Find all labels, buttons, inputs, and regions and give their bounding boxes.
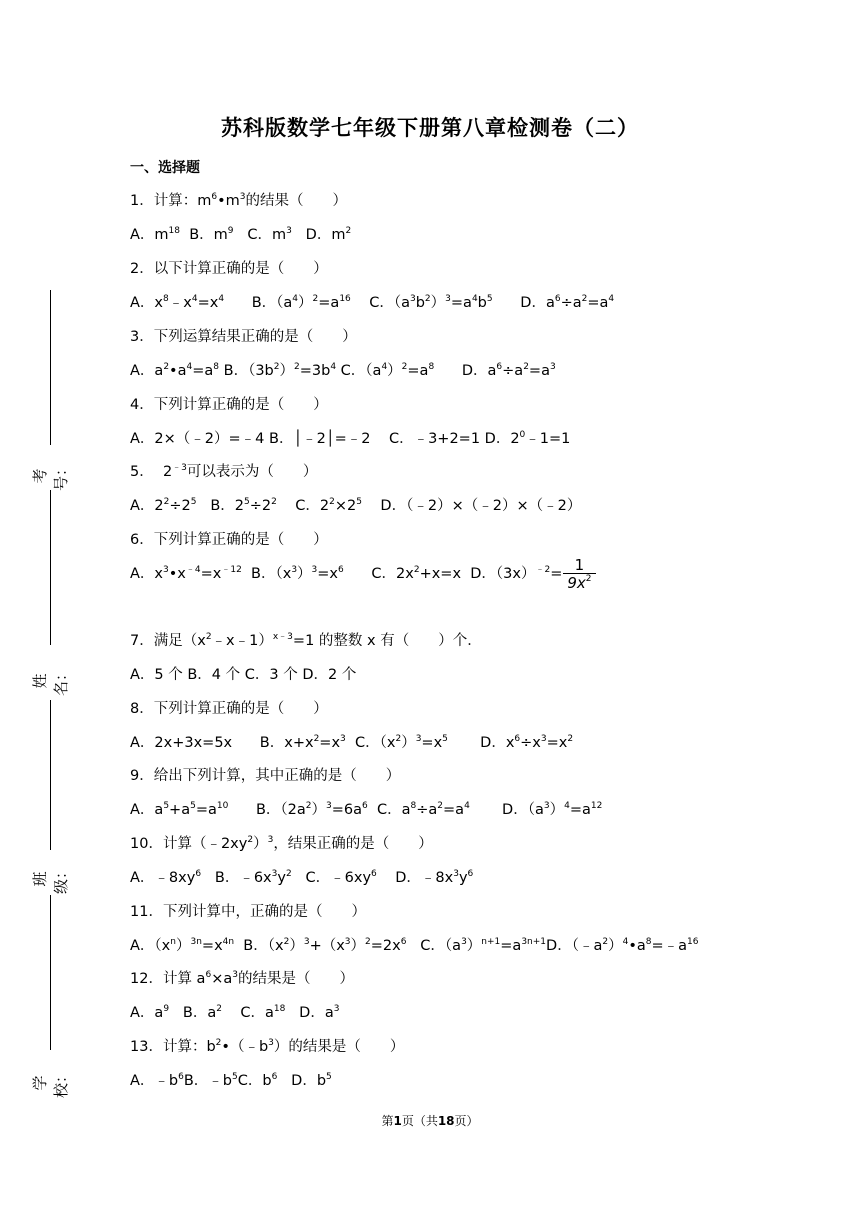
superscript: 9 bbox=[227, 226, 234, 236]
margin-label-name: 姓名： bbox=[31, 666, 70, 697]
superscript: 2 bbox=[567, 734, 574, 744]
text-run: •a bbox=[628, 938, 646, 954]
superscript: 4 bbox=[381, 362, 388, 372]
superscript: 2 bbox=[247, 835, 254, 845]
superscript: 5 bbox=[356, 497, 362, 507]
text-run: ） bbox=[175, 938, 191, 954]
text-run: A．a bbox=[130, 363, 164, 379]
question-line bbox=[130, 531, 328, 549]
question-line bbox=[130, 1038, 404, 1056]
text-run: b bbox=[415, 295, 425, 311]
text-run: A．x bbox=[130, 566, 164, 582]
superscript: 8 bbox=[410, 801, 417, 811]
text-run: =a bbox=[450, 295, 472, 311]
superscript: 3 bbox=[409, 294, 416, 304]
text-run: C．2 bbox=[276, 498, 330, 514]
text-run: D．（﹣a bbox=[546, 938, 603, 954]
margin-label-exam-number: 考号： bbox=[31, 461, 70, 492]
superscript: 18 bbox=[273, 1004, 286, 1014]
text-run: 2．以下计算正确的是（ ） bbox=[130, 261, 328, 277]
footer-page-number: 1 bbox=[393, 1114, 402, 1128]
text-run: =x bbox=[201, 938, 223, 954]
text-run: B．（x bbox=[241, 566, 292, 582]
superscript: 6 bbox=[211, 192, 218, 202]
question-line bbox=[130, 903, 366, 921]
text-run: C．b bbox=[237, 1073, 272, 1089]
superscript: 2 bbox=[283, 937, 290, 947]
text-run: = bbox=[550, 566, 563, 582]
text-run: =3b bbox=[299, 363, 331, 379]
superscript: 3 bbox=[271, 869, 278, 879]
text-run: ） bbox=[549, 802, 565, 818]
text-run: •a bbox=[169, 363, 187, 379]
text-run: ） bbox=[253, 836, 268, 852]
superscript: ﹣3 bbox=[172, 463, 187, 473]
superscript: 8 bbox=[428, 362, 435, 372]
superscript: 4 bbox=[608, 294, 615, 304]
text-run: A．x bbox=[130, 295, 164, 311]
text-run: 10．计算（﹣2xy bbox=[130, 836, 248, 852]
question-line bbox=[130, 767, 400, 785]
text-run: 7．满足（x bbox=[130, 633, 206, 649]
question-line bbox=[130, 632, 482, 650]
footer-mid: 页（共 bbox=[401, 1114, 438, 1128]
superscript: 4 bbox=[464, 801, 470, 811]
text-run: •x bbox=[168, 566, 186, 582]
text-run: =2x bbox=[370, 938, 401, 954]
denominator-exponent: 2 bbox=[585, 573, 592, 584]
text-run: A．a bbox=[130, 1005, 164, 1021]
text-run: ） bbox=[466, 938, 482, 954]
denominator-base: 9x bbox=[567, 573, 586, 592]
superscript: 3 bbox=[549, 362, 556, 372]
superscript: 5 bbox=[232, 1072, 238, 1082]
text-run: =x bbox=[319, 735, 341, 751]
text-run: A．（x bbox=[130, 938, 171, 954]
text-run: D．a bbox=[285, 1005, 334, 1021]
section-heading: 一、选择题 bbox=[130, 160, 200, 176]
superscript: 12 bbox=[590, 801, 603, 811]
superscript: 3 bbox=[268, 1038, 274, 1048]
margin-rule bbox=[50, 895, 51, 1050]
text-run: A．a bbox=[130, 802, 164, 818]
fraction-numerator: 1 bbox=[574, 555, 585, 574]
text-run: B．2 bbox=[196, 498, 245, 514]
text-run: D．（a bbox=[469, 802, 544, 818]
superscript: 3 bbox=[326, 801, 332, 811]
text-run: C．（a bbox=[336, 363, 382, 379]
text-run: b bbox=[477, 295, 487, 311]
superscript: 6 bbox=[362, 801, 368, 811]
text-run: D．b bbox=[277, 1073, 327, 1089]
text-run: ÷a bbox=[416, 802, 438, 818]
superscript: 8 bbox=[645, 937, 652, 947]
superscript: 16 bbox=[339, 294, 351, 304]
superscript: 3 bbox=[415, 734, 422, 744]
superscript: 3 bbox=[543, 801, 550, 811]
superscript: 0 bbox=[519, 430, 526, 440]
text-run: 1．计算：m bbox=[130, 193, 212, 209]
superscript: 9 bbox=[163, 1004, 170, 1014]
margin-label-class: 班级： bbox=[31, 864, 70, 895]
superscript: 3 bbox=[461, 937, 467, 947]
text-run: ） bbox=[401, 735, 416, 751]
superscript: 8 bbox=[213, 362, 220, 372]
superscript: n bbox=[170, 937, 176, 947]
question-line bbox=[130, 396, 328, 414]
text-run: A．﹣8xy bbox=[130, 870, 196, 886]
superscript: 4 bbox=[471, 294, 478, 304]
text-run: =a bbox=[443, 802, 465, 818]
text-run: 的结果是（ ） bbox=[237, 971, 354, 987]
text-run: •（﹣b bbox=[221, 1039, 269, 1055]
superscript: 2 bbox=[285, 869, 292, 879]
superscript: 2 bbox=[271, 497, 277, 507]
superscript: 2 bbox=[345, 226, 352, 236]
text-run: ） bbox=[279, 363, 294, 379]
text-run: D．x bbox=[447, 735, 515, 751]
superscript: 2 bbox=[395, 734, 402, 744]
superscript: 4 bbox=[186, 362, 193, 372]
text-run: A．5 个 B．4 个 C．3 个 D．2 个 bbox=[130, 667, 357, 683]
text-run: ） bbox=[298, 295, 313, 311]
superscript: 6 bbox=[338, 565, 344, 575]
superscript: 2 bbox=[163, 497, 170, 507]
question-line bbox=[130, 497, 581, 515]
text-run: C．（x bbox=[345, 735, 396, 751]
margin-rule bbox=[50, 290, 51, 445]
question-line bbox=[130, 226, 351, 244]
superscript: 2 bbox=[205, 632, 212, 642]
text-run: =a bbox=[318, 295, 340, 311]
question-line bbox=[130, 1072, 332, 1090]
superscript: 2 bbox=[413, 565, 420, 575]
question-line bbox=[130, 970, 354, 988]
superscript: 4 bbox=[564, 801, 570, 811]
superscript: 2 bbox=[329, 497, 335, 507]
text-run: ）的结果是（ ） bbox=[273, 1039, 405, 1055]
text-run: ﹣1=1 bbox=[525, 431, 571, 447]
text-run: A．2x+3x=5x B．x+x bbox=[130, 735, 314, 751]
superscript: 10 bbox=[216, 801, 229, 811]
superscript: 2 bbox=[401, 362, 408, 372]
text-run: =x bbox=[317, 566, 339, 582]
question-line bbox=[130, 1004, 339, 1022]
text-run: =x bbox=[197, 295, 219, 311]
superscript: 4 bbox=[330, 362, 337, 372]
text-run: ） bbox=[311, 802, 327, 818]
question-line bbox=[130, 700, 328, 718]
text-run: D．a bbox=[434, 363, 497, 379]
text-run: ） bbox=[289, 938, 304, 954]
superscript: 2 bbox=[294, 362, 300, 372]
text-run: =a bbox=[569, 802, 591, 818]
text-run: 的结果（ ） bbox=[245, 193, 348, 209]
text-run: •m bbox=[217, 193, 240, 209]
text-run: D．﹣8x bbox=[376, 870, 454, 886]
superscript: 18 bbox=[168, 226, 180, 236]
superscript: 5 bbox=[244, 497, 250, 507]
superscript: 6 bbox=[554, 294, 561, 304]
superscript: 3n bbox=[190, 937, 202, 947]
superscript: 2 bbox=[602, 937, 609, 947]
superscript: 6 bbox=[514, 734, 521, 744]
superscript: 6 bbox=[400, 937, 407, 947]
text-run: ） bbox=[387, 363, 402, 379]
text-run: B．﹣b bbox=[183, 1073, 233, 1089]
superscript: 3 bbox=[303, 937, 310, 947]
text-run: =﹣a bbox=[651, 938, 688, 954]
superscript: 16 bbox=[687, 937, 699, 947]
superscript: 2 bbox=[581, 294, 588, 304]
text-run: D．a bbox=[492, 295, 555, 311]
text-run: 8．下列计算正确的是（ ） bbox=[130, 701, 328, 717]
text-run: ） bbox=[350, 938, 366, 954]
superscript: 5 bbox=[486, 294, 493, 304]
superscript: n+1 bbox=[481, 937, 501, 947]
superscript: 3 bbox=[445, 294, 451, 304]
text-run: ﹣x﹣1） bbox=[211, 633, 273, 649]
question-line bbox=[130, 734, 573, 752]
superscript: 2 bbox=[437, 801, 444, 811]
superscript: 3n+1 bbox=[521, 937, 547, 947]
text-run: =6a bbox=[331, 802, 363, 818]
superscript: 5 bbox=[190, 497, 197, 507]
page-title: 苏科版数学七年级下册第八章检测卷（二） bbox=[221, 116, 639, 140]
text-run: =a bbox=[192, 363, 214, 379]
fraction bbox=[563, 557, 595, 592]
question-line bbox=[130, 260, 328, 278]
superscript: 3 bbox=[286, 226, 292, 236]
superscript: 6 bbox=[195, 869, 202, 879]
superscript: 5 bbox=[442, 734, 448, 744]
superscript: 3 bbox=[232, 970, 238, 980]
superscript: 6 bbox=[271, 1072, 278, 1082]
text-run: B．（x bbox=[234, 938, 284, 954]
text-run: ） bbox=[297, 566, 312, 582]
superscript: ﹣2 bbox=[535, 565, 551, 575]
text-run: B．﹣6x bbox=[201, 870, 272, 886]
text-run: B．（3b bbox=[219, 363, 274, 379]
question-line bbox=[130, 294, 614, 312]
superscript: 2 bbox=[365, 937, 371, 947]
question-line bbox=[130, 192, 347, 210]
question-line bbox=[130, 430, 570, 448]
question-line bbox=[130, 362, 556, 380]
superscript: 4 bbox=[292, 294, 299, 304]
superscript: 6 bbox=[205, 970, 212, 980]
text-run: 4．下列计算正确的是（ ） bbox=[130, 397, 328, 413]
text-run: ） bbox=[608, 938, 623, 954]
superscript: 5 bbox=[326, 1072, 332, 1082]
text-run: ÷a bbox=[560, 295, 582, 311]
superscript: 4 bbox=[622, 937, 629, 947]
superscript: 2 bbox=[163, 362, 170, 372]
text-run: A．2×（﹣2）=﹣4 B．│﹣2│=﹣2 C．﹣3+2=1 D．2 bbox=[130, 431, 520, 447]
text-run: 12．计算 a bbox=[130, 971, 206, 987]
superscript: 5 bbox=[163, 801, 170, 811]
text-run: ÷2 bbox=[249, 498, 272, 514]
text-run: 9．给出下列计算，其中正确的是（ ） bbox=[130, 768, 401, 784]
text-run: =a bbox=[587, 295, 609, 311]
superscript: 3 bbox=[267, 835, 274, 845]
text-run: 13．计算：b bbox=[130, 1039, 216, 1055]
text-run: =a bbox=[528, 363, 550, 379]
question-line bbox=[130, 801, 602, 819]
text-run: ÷2 bbox=[169, 498, 191, 514]
text-run: =x bbox=[546, 735, 568, 751]
superscript: 2 bbox=[273, 362, 280, 372]
superscript: 6 bbox=[496, 362, 503, 372]
superscript: 3 bbox=[311, 565, 318, 575]
text-run: A．2 bbox=[130, 498, 164, 514]
text-run: +（x bbox=[309, 938, 345, 954]
text-run: D．（﹣2）×（﹣2）×（﹣2） bbox=[362, 498, 582, 514]
text-run: ） bbox=[430, 295, 446, 311]
question-line bbox=[130, 554, 596, 594]
text-run: C．a bbox=[367, 802, 411, 818]
text-run: C．2x bbox=[343, 566, 414, 582]
margin-rule bbox=[50, 490, 51, 645]
text-run: +a bbox=[169, 802, 191, 818]
text-run: =a bbox=[500, 938, 522, 954]
footer-prefix: 第 bbox=[381, 1114, 394, 1128]
page-footer bbox=[0, 1112, 860, 1129]
superscript: x﹣3 bbox=[272, 632, 293, 642]
superscript: 2 bbox=[313, 734, 320, 744]
question-line bbox=[130, 937, 699, 955]
text-run: ×2 bbox=[334, 498, 357, 514]
text-run: 可以表示为（ ） bbox=[186, 464, 318, 480]
text-run: 5． 2 bbox=[130, 464, 173, 480]
superscript: 6 bbox=[371, 869, 377, 879]
text-run: y bbox=[277, 870, 286, 886]
superscript: 6 bbox=[178, 1072, 184, 1082]
superscript: 5 bbox=[190, 801, 196, 811]
superscript: 2 bbox=[424, 294, 431, 304]
superscript: 3 bbox=[239, 192, 246, 202]
text-run: B．a bbox=[169, 1005, 217, 1021]
superscript: 4 bbox=[191, 294, 198, 304]
superscript: 2 bbox=[216, 1004, 222, 1014]
margin-rule bbox=[50, 700, 51, 850]
text-run: B．（a bbox=[224, 295, 293, 311]
text-run: =1 的整数 x 有（ ）个． bbox=[292, 633, 482, 649]
fraction-denominator bbox=[563, 573, 595, 592]
superscript: 3 bbox=[344, 937, 351, 947]
text-run: ，结果正确的是（ ） bbox=[273, 836, 433, 852]
text-run: C．（a bbox=[350, 295, 410, 311]
text-run: ﹣x bbox=[168, 295, 192, 311]
text-run: ÷a bbox=[502, 363, 524, 379]
text-run: C．a bbox=[221, 1005, 274, 1021]
text-run: C．﹣6xy bbox=[291, 870, 372, 886]
text-run: 3．下列运算结果正确的是（ ） bbox=[130, 329, 357, 345]
superscript: 3 bbox=[453, 869, 459, 879]
superscript: 2 bbox=[523, 362, 529, 372]
superscript: 3 bbox=[540, 734, 547, 744]
superscript: 3 bbox=[291, 565, 298, 575]
superscript: 3 bbox=[340, 734, 346, 744]
margin-label-school: 学校： bbox=[31, 1068, 70, 1099]
text-run: C．m bbox=[233, 227, 287, 243]
text-run: =a bbox=[407, 363, 429, 379]
superscript: 2 bbox=[305, 801, 312, 811]
text-run: =x bbox=[200, 566, 222, 582]
text-run: 6．下列计算正确的是（ ） bbox=[130, 532, 328, 548]
superscript: 2 bbox=[312, 294, 319, 304]
superscript: 6 bbox=[467, 869, 474, 879]
superscript: 8 bbox=[163, 294, 169, 304]
text-run: 11．下列计算中，正确的是（ ） bbox=[130, 904, 366, 920]
superscript: 3 bbox=[163, 565, 169, 575]
text-run: C．（a bbox=[406, 938, 462, 954]
text-run: =x bbox=[421, 735, 443, 751]
question-line bbox=[130, 328, 357, 346]
question-line bbox=[130, 463, 317, 481]
question-line bbox=[130, 666, 356, 684]
text-run: B．（2a bbox=[228, 802, 306, 818]
superscript: ﹣12 bbox=[221, 565, 242, 575]
text-run: +x=x D．（3x） bbox=[419, 566, 536, 582]
superscript: 4n bbox=[222, 937, 235, 947]
text-run: =a bbox=[195, 802, 217, 818]
question-line bbox=[130, 835, 433, 853]
superscript: 4 bbox=[218, 294, 225, 304]
text-run: ×a bbox=[211, 971, 233, 987]
superscript: ﹣4 bbox=[185, 565, 201, 575]
footer-total-pages: 18 bbox=[437, 1114, 455, 1128]
text-run: A．m bbox=[130, 227, 169, 243]
superscript: 3 bbox=[333, 1004, 340, 1014]
question-line bbox=[130, 869, 473, 887]
superscript: 2 bbox=[215, 1038, 222, 1048]
text-run: y bbox=[458, 870, 468, 886]
text-run: ÷x bbox=[520, 735, 541, 751]
text-run: B．m bbox=[180, 227, 228, 243]
text-run: A．﹣b bbox=[130, 1073, 179, 1089]
text-run: D．m bbox=[291, 227, 346, 243]
footer-suffix: 页） bbox=[454, 1114, 479, 1128]
